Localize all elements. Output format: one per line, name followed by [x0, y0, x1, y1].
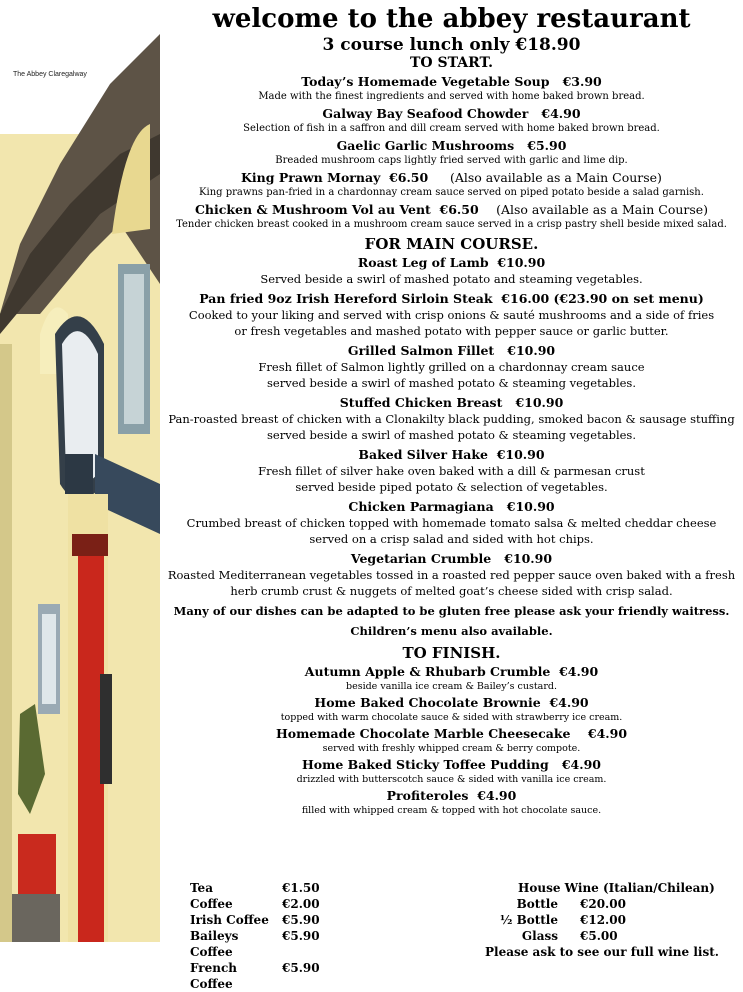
drink-price: €2.00 — [282, 897, 320, 911]
starter-note: (Also available as a Main Course) — [449, 170, 662, 185]
main-title — [160, 395, 743, 411]
main-desc: served on a crisp salad and sided with hot chips. — [309, 532, 594, 546]
main-course-heading: FOR MAIN COURSE. — [364, 235, 539, 253]
wine-name: ½ Bottle — [499, 913, 558, 927]
starter-name: King Prawn Mornay — [241, 170, 381, 185]
dessert-desc: drizzled with butterscotch sauce & sided with vanilla ice cream. — [296, 774, 607, 785]
wine-row — [480, 928, 719, 944]
dessert-desc: served with freshly whipped cream & berry compote. — [322, 743, 581, 754]
main-name: Chicken Parmagiana — [348, 499, 494, 514]
wine-list-footer: Please ask to see our full wine list. — [485, 945, 719, 959]
main-name: Baked Silver Hake — [358, 447, 488, 462]
drink-row — [190, 912, 320, 928]
wine-name: Bottle — [516, 897, 558, 911]
starter-price: €6.50 — [439, 202, 479, 217]
main-title — [160, 551, 743, 567]
dessert-desc: beside vanilla ice cream & Bailey’s custard. — [345, 681, 557, 692]
drink-name: Tea — [190, 881, 213, 895]
starter-price: €5.90 — [527, 138, 567, 153]
main-item — [160, 551, 743, 599]
starter-title — [160, 138, 743, 154]
dessert-item — [160, 664, 743, 693]
starter-item — [160, 170, 743, 199]
starter-item — [160, 74, 743, 103]
main-desc: Cooked to your liking and served with crisp onions & sauté mushrooms and a side of fries — [188, 308, 715, 322]
dessert-price: €4.90 — [587, 726, 628, 741]
dessert-name: Home Baked Chocolate Brownie — [314, 695, 541, 710]
drink-name: Baileys Coffee — [190, 929, 239, 959]
wine-price: €12.00 — [580, 913, 626, 927]
dessert-name: Profiteroles — [386, 788, 469, 803]
main-item — [160, 343, 743, 391]
dessert-name: Homemade Chocolate Marble Cheesecake — [275, 726, 571, 741]
starter-desc: Selection of fish in a saffron and dill cream served with home baked brown bread. — [243, 123, 660, 134]
hot-drinks-list — [190, 880, 320, 992]
starter-title — [160, 106, 743, 122]
restaurant-photo — [0, 14, 160, 942]
main-desc: or fresh vegetables and mashed potato with pepper sauce or garlic butter. — [234, 324, 669, 338]
main-item — [160, 499, 743, 547]
desserts-list — [160, 664, 743, 817]
main-name: Grilled Salmon Fillet — [347, 343, 495, 358]
main-price: €10.90 — [507, 343, 556, 358]
dessert-desc: topped with warm chocolate sauce & sided with strawberry ice cream. — [280, 712, 623, 723]
starter-desc: Made with the finest ingredients and served with home baked brown bread. — [258, 91, 645, 102]
finish-heading: TO FINISH. — [402, 644, 501, 662]
starter-title — [160, 170, 743, 186]
drink-name: Coffee — [190, 897, 233, 911]
dessert-name: Autumn Apple & Rhubarb Crumble — [304, 664, 551, 679]
drink-row — [190, 960, 320, 992]
dessert-title — [160, 695, 743, 711]
main-item — [160, 291, 743, 339]
main-desc: served beside a swirl of mashed potato & steaming vegetables. — [267, 428, 636, 442]
main-price: €10.90 — [506, 499, 555, 514]
wine-price: €20.00 — [580, 897, 626, 911]
starters-heading: TO START. — [410, 55, 493, 71]
starter-title — [160, 202, 743, 218]
wine-heading: House Wine (Italian/Chilean) — [518, 881, 715, 895]
main-price: €10.90 — [504, 551, 553, 566]
dessert-price: €4.90 — [561, 757, 601, 772]
main-desc: Crumbed breast of chicken topped with homemade tomato salsa & melted cheddar cheese — [186, 516, 717, 530]
wine-price: €5.00 — [580, 929, 618, 943]
photo-caption: The Abbey Claregalway — [13, 71, 87, 78]
starter-price: €6.50 — [389, 170, 429, 185]
drink-price: €1.50 — [282, 881, 320, 895]
drink-row — [190, 896, 320, 912]
gluten-free-notice: Many of our dishes can be adapted to be gluten free please ask your friendly waitress. — [173, 604, 730, 618]
dessert-title — [160, 726, 743, 742]
main-desc: Served beside a swirl of mashed potato and steaming vegetables. — [260, 272, 643, 286]
main-title — [160, 291, 743, 307]
menu — [160, 0, 743, 819]
dessert-title — [160, 664, 743, 680]
house-wine-list — [480, 880, 719, 960]
dessert-price: €4.90 — [477, 788, 517, 803]
drink-price: €5.90 — [282, 961, 320, 975]
starter-desc: King prawns pan-fried in a chardonnay cream sauce served on piped potato beside a salad garnish. — [199, 187, 704, 198]
starter-price: €3.90 — [562, 74, 602, 89]
main-name: Stuffed Chicken Breast — [339, 395, 503, 410]
wine-row — [480, 896, 719, 912]
starter-price: €4.90 — [541, 106, 581, 121]
starter-note: (Also available as a Main Course) — [496, 202, 709, 217]
starter-name: Chicken & Mushroom Vol au Vent — [194, 202, 431, 217]
starter-desc: Breaded mushroom caps lightly fried served with garlic and lime dip. — [275, 155, 628, 166]
main-price: €10.90 — [515, 395, 564, 410]
drink-price: €5.90 — [282, 929, 320, 943]
main-title — [160, 343, 743, 359]
main-name: Vegetarian Crumble — [350, 551, 492, 566]
drink-row — [190, 928, 320, 960]
main-desc: Fresh fillet of Salmon lightly grilled on a chardonnay cream sauce — [258, 360, 645, 374]
wine-name: Glass — [521, 929, 558, 943]
main-item — [160, 447, 743, 495]
main-desc: Pan-roasted breast of chicken with a Clonakilty black pudding, smoked bacon & sausage stuffing — [168, 412, 735, 426]
dessert-price: €4.90 — [549, 695, 589, 710]
main-name: Roast Leg of Lamb — [357, 255, 489, 270]
childrens-menu-notice: Children’s menu also available. — [350, 624, 553, 638]
main-title — [160, 447, 743, 463]
dessert-item — [160, 757, 743, 786]
main-desc: Fresh fillet of silver hake oven baked with a dill & parmesan crust — [258, 464, 645, 478]
main-desc: served beside piped potato & selection of vegetables. — [295, 480, 608, 494]
main-price: €16.00 (€23.90 on set menu) — [501, 291, 704, 306]
building-illustration — [0, 14, 160, 942]
lunch-offer: 3 course lunch only €18.90 — [322, 35, 581, 55]
main-desc: herb crumb crust & nuggets of melted goat’s cheese sided with crisp salad. — [230, 584, 673, 598]
starter-name: Galway Bay Seafood Chowder — [322, 106, 529, 121]
dessert-item — [160, 695, 743, 724]
main-name: Pan fried 9oz Irish Hereford Sirloin Steak — [199, 291, 493, 306]
drink-price: €5.90 — [282, 913, 320, 927]
main-item — [160, 255, 743, 287]
drink-name: French Coffee — [190, 961, 238, 991]
dessert-title — [160, 788, 743, 804]
starter-name: Gaelic Garlic Mushrooms — [336, 138, 515, 153]
drink-name: Irish Coffee — [190, 913, 269, 927]
dessert-price: €4.90 — [559, 664, 599, 679]
starters-list — [160, 74, 743, 231]
wine-row — [480, 912, 719, 928]
page-title: welcome to the abbey restaurant — [212, 4, 691, 34]
dessert-title — [160, 757, 743, 773]
starter-item — [160, 138, 743, 167]
dessert-desc: filled with whipped cream & topped with hot chocolate sauce. — [301, 805, 602, 816]
main-desc: served beside a swirl of mashed potato & steaming vegetables. — [267, 376, 636, 390]
main-price: €10.90 — [496, 447, 545, 462]
dessert-name: Home Baked Sticky Toffee Pudding — [302, 757, 549, 772]
starter-item — [160, 106, 743, 135]
starter-name: Today’s Homemade Vegetable Soup — [301, 74, 550, 89]
main-title — [160, 499, 743, 515]
starter-item — [160, 202, 743, 231]
starter-desc: Tender chicken breast cooked in a mushroom cream sauce served in a crisp pastry shell beside mixed salad. — [176, 219, 727, 230]
main-title — [160, 255, 743, 271]
main-item — [160, 395, 743, 443]
dessert-item — [160, 788, 743, 817]
starter-title — [160, 74, 743, 90]
main-desc: Roasted Mediterranean vegetables tossed in a roasted red pepper sauce oven baked with a fresh — [167, 568, 736, 582]
drink-row — [190, 880, 320, 896]
main-price: €10.90 — [497, 255, 546, 270]
mains-list — [160, 255, 743, 599]
dessert-item — [160, 726, 743, 755]
